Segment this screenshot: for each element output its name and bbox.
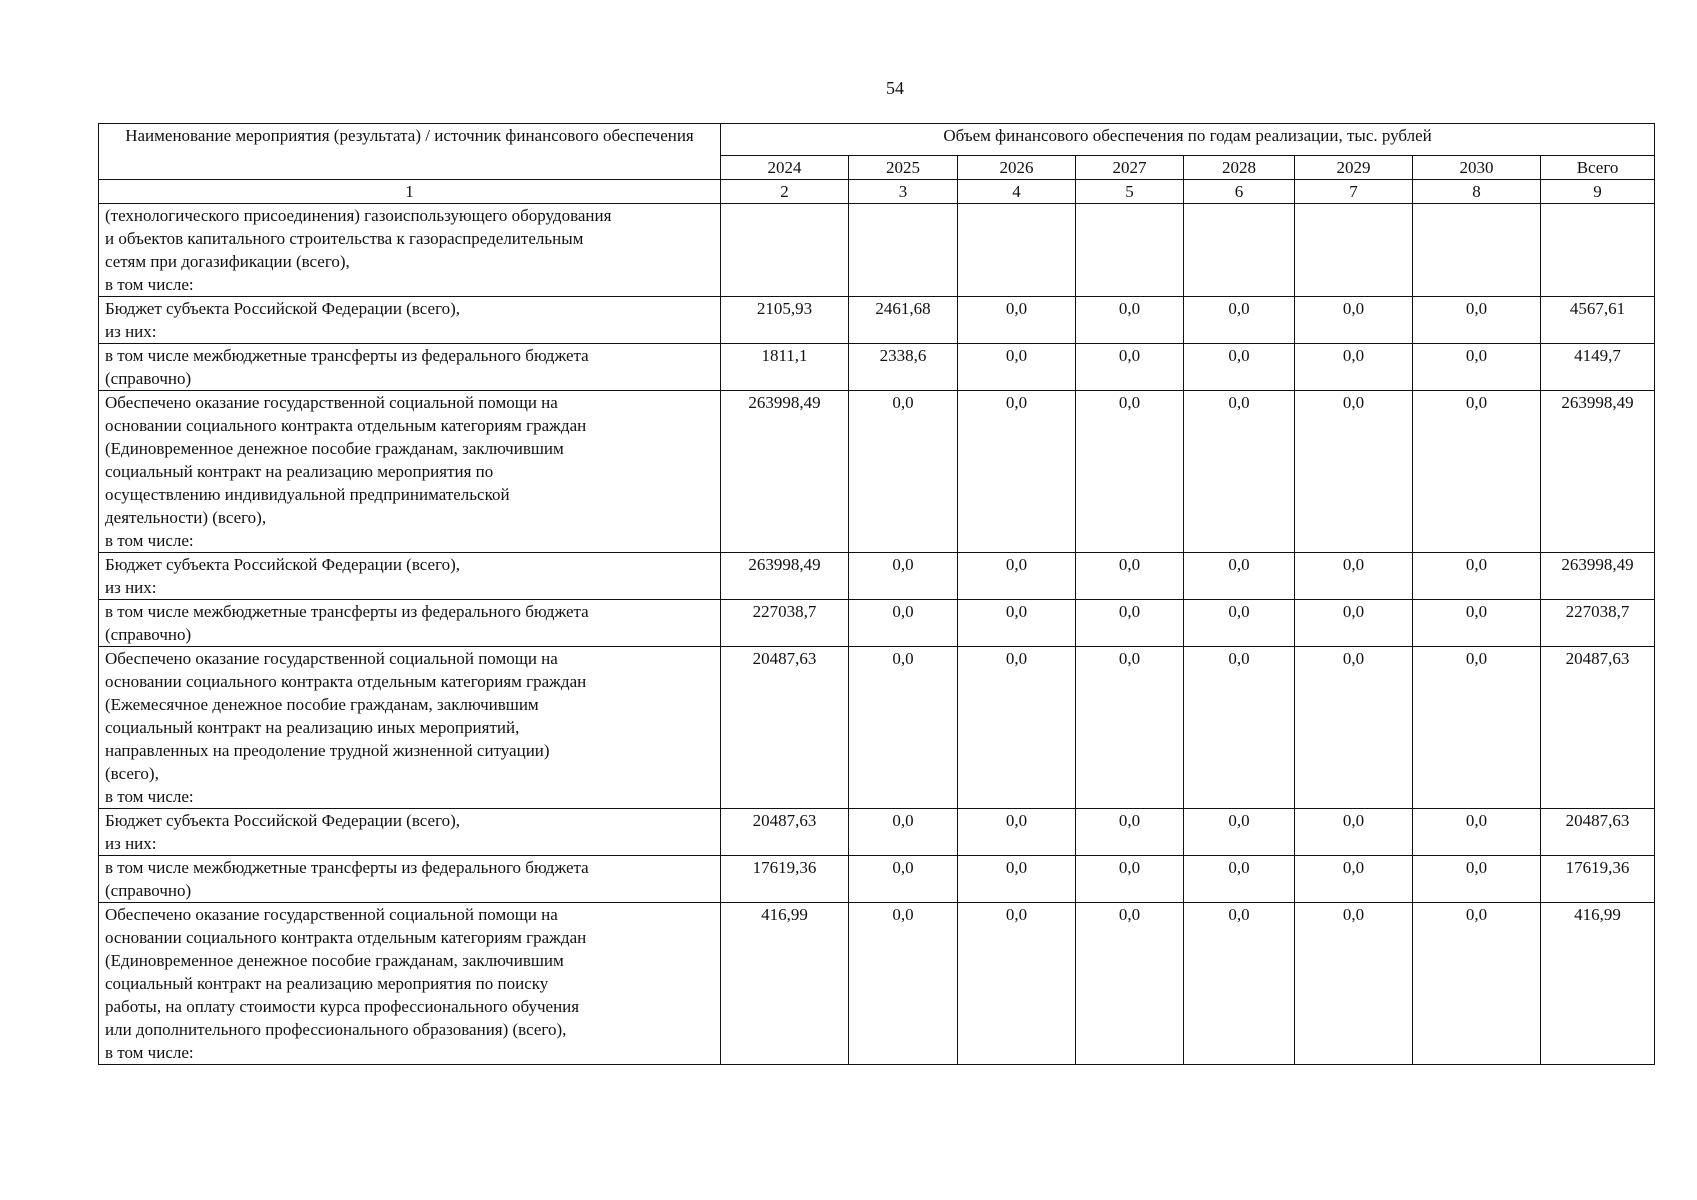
row-value-cell: 0,0: [1076, 297, 1184, 344]
row-value-cell: [1184, 204, 1295, 297]
row-name-cell: [99, 297, 721, 344]
row-value-cell: [1413, 204, 1541, 297]
header-row-1: [99, 124, 1655, 156]
row-name-cell: [99, 647, 721, 809]
row-name-line: основании социального контракта отдельным категориям граждан: [105, 672, 587, 691]
row-name-line: Бюджет субъекта Российской Федерации (всего),: [105, 299, 461, 318]
row-value-cell: 0,0: [1184, 553, 1295, 600]
column-number: 2: [721, 180, 849, 204]
header-year: 2026: [958, 156, 1076, 180]
row-value-cell: 0,0: [1295, 344, 1413, 391]
row-total-cell: 263998,49: [1541, 553, 1655, 600]
row-value-cell: 0,0: [1076, 903, 1184, 1065]
row-name-cell: [99, 553, 721, 600]
row-value-cell: 0,0: [1413, 809, 1541, 856]
row-value-cell: 0,0: [1295, 553, 1413, 600]
header-year: 2025: [849, 156, 958, 180]
row-name-cell: [99, 903, 721, 1065]
row-name-line: работы, на оплату стоимости курса профессионального обучения: [105, 997, 580, 1016]
table-body: [99, 204, 1655, 1065]
row-name-line: и объектов капитального строительства к газораспределительным: [105, 229, 584, 248]
row-value-cell: 0,0: [958, 297, 1076, 344]
row-name-line: в том числе межбюджетные трансферты из федерального бюджета: [105, 602, 589, 621]
row-name-cell: [99, 344, 721, 391]
row-name-line: социальный контракт на реализацию иных мероприятий,: [105, 718, 520, 737]
row-value-cell: 0,0: [1076, 809, 1184, 856]
row-value-cell: 0,0: [1076, 391, 1184, 553]
row-value-cell: 0,0: [1295, 391, 1413, 553]
row-value-cell: 17619,36: [721, 856, 849, 903]
row-value-cell: 0,0: [1413, 553, 1541, 600]
header-name-column: Наименование мероприятия (результата) / источник финансового обеспечения: [99, 124, 721, 180]
row-name-line: (Единовременное денежное пособие гражданам, заключившим: [105, 951, 564, 970]
row-name-line: Обеспечено оказание государственной социальной помощи на: [105, 393, 558, 412]
column-number: 6: [1184, 180, 1295, 204]
row-value-cell: [849, 204, 958, 297]
row-name-line: в том числе межбюджетные трансферты из федерального бюджета: [105, 346, 589, 365]
table-row: [99, 903, 1655, 1065]
row-value-cell: 0,0: [1184, 903, 1295, 1065]
row-value-cell: 0,0: [1184, 297, 1295, 344]
page-number: 54: [886, 78, 904, 98]
row-value-cell: 0,0: [1076, 647, 1184, 809]
column-number: 7: [1295, 180, 1413, 204]
row-value-cell: 0,0: [849, 809, 958, 856]
header-year: 2027: [1076, 156, 1184, 180]
row-value-cell: 0,0: [849, 553, 958, 600]
row-value-cell: 227038,7: [721, 600, 849, 647]
row-total-cell: 227038,7: [1541, 600, 1655, 647]
row-name-line: направленных на преодоление трудной жизненной ситуации): [105, 741, 550, 760]
header-year: 2024: [721, 156, 849, 180]
row-value-cell: [721, 204, 849, 297]
row-value-cell: 0,0: [1184, 391, 1295, 553]
row-value-cell: [1076, 204, 1184, 297]
row-value-cell: 0,0: [958, 391, 1076, 553]
row-value-cell: [958, 204, 1076, 297]
row-total-cell: 416,99: [1541, 903, 1655, 1065]
row-name-cell: [99, 856, 721, 903]
header-year: 2028: [1184, 156, 1295, 180]
row-name-line: (технологического присоединения) газоиспользующего оборудования: [105, 206, 612, 225]
row-name-line: в том числе межбюджетные трансферты из федерального бюджета: [105, 858, 589, 877]
row-name-line: основании социального контракта отдельным категориям граждан: [105, 416, 587, 435]
row-name-line: Обеспечено оказание государственной социальной помощи на: [105, 649, 558, 668]
row-value-cell: 0,0: [1076, 553, 1184, 600]
row-name-line: (справочно): [105, 625, 192, 644]
row-value-cell: 0,0: [1076, 856, 1184, 903]
row-name-cell: [99, 809, 721, 856]
row-name-line: (справочно): [105, 881, 192, 900]
row-value-cell: 0,0: [958, 903, 1076, 1065]
row-value-cell: 0,0: [1184, 856, 1295, 903]
row-value-cell: 263998,49: [721, 391, 849, 553]
row-value-cell: 2461,68: [849, 297, 958, 344]
row-name-line: Бюджет субъекта Российской Федерации (всего),: [105, 555, 461, 574]
column-number: 4: [958, 180, 1076, 204]
row-total-cell: 4567,61: [1541, 297, 1655, 344]
row-value-cell: 0,0: [1413, 600, 1541, 647]
header-year: 2030: [1413, 156, 1541, 180]
row-value-cell: 0,0: [958, 600, 1076, 647]
row-name-line: сетям при догазификации (всего),: [105, 252, 350, 271]
row-total-cell: 4149,7: [1541, 344, 1655, 391]
row-value-cell: 0,0: [1295, 856, 1413, 903]
header-year: 2029: [1295, 156, 1413, 180]
table-row: [99, 204, 1655, 297]
column-number: 1: [99, 180, 721, 204]
table-row: [99, 809, 1655, 856]
row-name-line: социальный контракт на реализацию мероприятия по поиску: [105, 974, 549, 993]
row-value-cell: 0,0: [1184, 344, 1295, 391]
row-value-cell: 0,0: [1295, 297, 1413, 344]
row-value-cell: 0,0: [1295, 647, 1413, 809]
row-name-line: (Ежемесячное денежное пособие гражданам, заключившим: [105, 695, 539, 714]
row-name-line: из них:: [105, 834, 157, 853]
row-value-cell: 263998,49: [721, 553, 849, 600]
column-number: 9: [1541, 180, 1655, 204]
row-value-cell: 0,0: [958, 553, 1076, 600]
row-value-cell: 416,99: [721, 903, 849, 1065]
row-value-cell: 0,0: [849, 391, 958, 553]
table-row: [99, 600, 1655, 647]
row-value-cell: 0,0: [1413, 647, 1541, 809]
header-total: Всего: [1541, 156, 1655, 180]
row-value-cell: 0,0: [1184, 647, 1295, 809]
row-value-cell: 0,0: [958, 856, 1076, 903]
row-total-cell: 263998,49: [1541, 391, 1655, 553]
row-name-line: в том числе:: [105, 531, 194, 550]
row-value-cell: 1811,1: [721, 344, 849, 391]
table-row: [99, 856, 1655, 903]
row-value-cell: 0,0: [1413, 903, 1541, 1065]
column-number: 3: [849, 180, 958, 204]
table-row: [99, 391, 1655, 553]
row-name-cell: [99, 204, 721, 297]
row-name-line: осуществлению индивидуальной предпринимательской: [105, 485, 510, 504]
table-row: [99, 297, 1655, 344]
financing-table: [98, 123, 1655, 1065]
row-value-cell: 0,0: [958, 344, 1076, 391]
column-number: 5: [1076, 180, 1184, 204]
header-volume-title: Объем финансового обеспечения по годам реализации, тыс. рублей: [721, 124, 1655, 156]
row-value-cell: 0,0: [1413, 344, 1541, 391]
row-total-cell: 20487,63: [1541, 647, 1655, 809]
row-total-cell: [1541, 204, 1655, 297]
row-total-cell: 20487,63: [1541, 809, 1655, 856]
row-value-cell: 0,0: [1184, 600, 1295, 647]
row-value-cell: 0,0: [1076, 344, 1184, 391]
row-value-cell: 0,0: [849, 647, 958, 809]
row-value-cell: 0,0: [849, 600, 958, 647]
table-row: [99, 647, 1655, 809]
row-value-cell: 2338,6: [849, 344, 958, 391]
row-name-line: деятельности) (всего),: [105, 508, 267, 527]
row-value-cell: 0,0: [1076, 600, 1184, 647]
row-name-line: основании социального контракта отдельным категориям граждан: [105, 928, 587, 947]
row-value-cell: 0,0: [958, 809, 1076, 856]
table-row: [99, 344, 1655, 391]
table-row: [99, 553, 1655, 600]
row-value-cell: 0,0: [1413, 391, 1541, 553]
row-value-cell: 0,0: [849, 903, 958, 1065]
row-name-line: (Единовременное денежное пособие гражданам, заключившим: [105, 439, 564, 458]
row-name-cell: [99, 600, 721, 647]
row-name-line: или дополнительного профессионального образования) (всего),: [105, 1020, 567, 1039]
row-value-cell: 0,0: [849, 856, 958, 903]
row-name-line: из них:: [105, 578, 157, 597]
row-value-cell: 0,0: [1295, 600, 1413, 647]
row-value-cell: 20487,63: [721, 647, 849, 809]
row-value-cell: 2105,93: [721, 297, 849, 344]
row-value-cell: 0,0: [1413, 297, 1541, 344]
column-number: 8: [1413, 180, 1541, 204]
row-name-line: в том числе:: [105, 787, 194, 806]
row-name-line: (справочно): [105, 369, 192, 388]
row-value-cell: [1295, 204, 1413, 297]
row-value-cell: 0,0: [1295, 903, 1413, 1065]
row-value-cell: 0,0: [1184, 809, 1295, 856]
row-name-line: Обеспечено оказание государственной социальной помощи на: [105, 905, 558, 924]
row-name-line: (всего),: [105, 764, 159, 783]
row-value-cell: 0,0: [958, 647, 1076, 809]
row-value-cell: 0,0: [1413, 856, 1541, 903]
row-name-line: из них:: [105, 322, 157, 341]
row-name-line: в том числе:: [105, 275, 194, 294]
row-value-cell: 20487,63: [721, 809, 849, 856]
row-name-cell: [99, 391, 721, 553]
row-value-cell: 0,0: [1295, 809, 1413, 856]
column-numbers-row: [99, 180, 1655, 204]
row-name-line: социальный контракт на реализацию мероприятия по: [105, 462, 494, 481]
row-name-line: в том числе:: [105, 1043, 194, 1062]
row-total-cell: 17619,36: [1541, 856, 1655, 903]
row-name-line: Бюджет субъекта Российской Федерации (всего),: [105, 811, 461, 830]
